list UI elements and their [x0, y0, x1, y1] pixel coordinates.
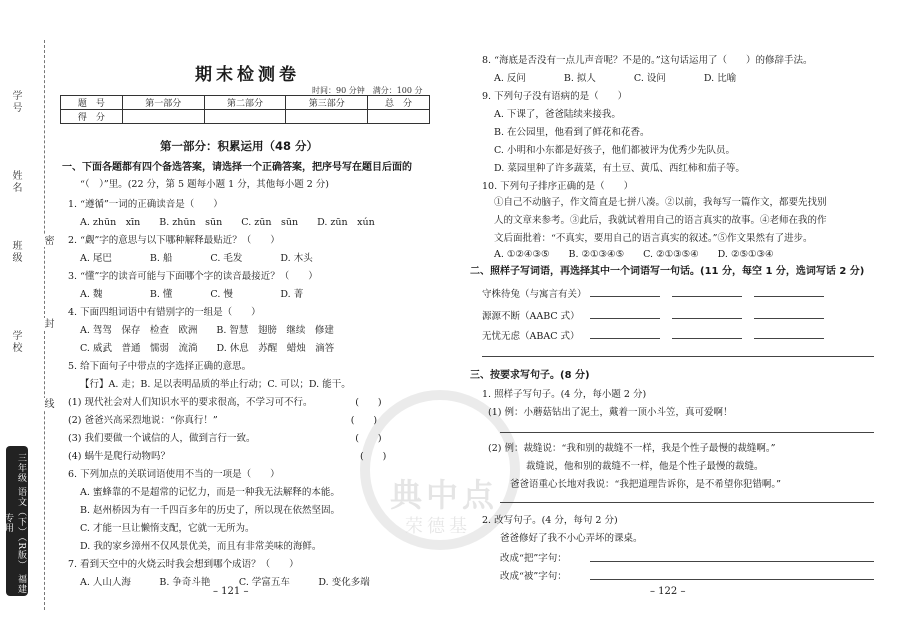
question-line: 7. 看到天空中的火烧云时我会想到哪个成语？（ ）: [68, 559, 299, 570]
answer-blank[interactable]: [754, 318, 824, 319]
answer-blank[interactable]: [590, 338, 660, 339]
question-line: C. 才能一旦让懒惰支配，它就一无所为。: [80, 523, 255, 534]
question-line: A. zhūn xīn B. zhūn sūn C. zūn sūn D. zūn xún: [80, 217, 375, 228]
margin-label-xingming: 姓名: [10, 170, 21, 194]
page-title: 期末检测卷: [195, 65, 300, 85]
question-line: (3) 我们要做一个诚信的人，做到言行一致。 ( ): [68, 433, 382, 444]
question-line: 人的文章来参考。③此后，我就试着用自己的语言真实的故事。④老师在我的作: [494, 215, 827, 226]
answer-line[interactable]: [500, 432, 874, 433]
question-line: D. 我的家乡漳州不仅风景优美，而且有非常美味的海鲜。: [80, 541, 322, 552]
cell: 题 号: [61, 96, 123, 110]
q2-item-2: 源源不断（AABC 式）: [482, 311, 580, 322]
answer-blank[interactable]: [672, 318, 742, 319]
q2-heading: 二、照样子写词语，再选择其中一个词语写一句话。(11 分，每空 1 分，选词写话 2 分): [470, 266, 865, 277]
question-line: A. 下课了，爸爸陆续来接我。: [494, 109, 621, 120]
question-line: A. 蜜蜂靠的不是超常的记忆力，而是一种我无法解释的本能。: [80, 487, 340, 498]
question-line: 1. “遵循”一词的正确读音是（ ）: [68, 199, 223, 210]
question-line: A. 反问 B. 拟人 C. 设问 D. 比喻: [494, 73, 737, 84]
question-line: B. 在公园里，他看到了鲜花和花香。: [494, 127, 650, 138]
question-line: (1) 现代社会对人们知识水平的要求很高，不学习可不行。 ( ): [68, 397, 382, 408]
q2-item-1: 守株待兔（与寓言有关）: [482, 289, 587, 300]
question-line: A. 驾驾 保存 检查 欧洲 B. 智慧 翅膀 继续 修建: [80, 325, 334, 336]
answer-blank[interactable]: [672, 338, 742, 339]
answer-blank[interactable]: [754, 296, 824, 297]
q3-1-2b: 裁缝说，他和别的裁缝不一样，他是个性子最慢的裁缝。: [526, 461, 764, 472]
score-table: [60, 95, 430, 124]
q3-2: 2. 改写句子。(4 分，每句 2 分): [482, 515, 618, 526]
cell: 得 分: [61, 110, 123, 124]
q1-heading-2: “（ ）”里。(22 分，第 5 题每小题 1 分，其他每小题 2 分): [80, 179, 329, 190]
cell: 第一部分: [122, 96, 204, 110]
question-line: A. 魏 B. 懂 C. 慢 D. 菁: [80, 289, 304, 300]
margin-mi: 密: [42, 235, 53, 247]
score-table-row: [61, 110, 430, 124]
watermark-subtext: 荣德基: [405, 516, 471, 537]
cell: 第三部分: [286, 96, 368, 110]
q3-2-b: 改成“被”字句：: [500, 571, 567, 582]
page-number: – 121 –: [213, 586, 249, 597]
cell: 总 分: [368, 96, 430, 110]
margin-feng: 封: [42, 318, 53, 330]
part1-title: 第一部分：积累运用（48 分）: [160, 139, 319, 153]
q3-1: 1. 照样子写句子。(4 分，每小题 2 分): [482, 389, 647, 400]
exam-meta: 时间：90 分钟 满分：100 分: [312, 86, 423, 95]
q3-2-a: 改成“把”字句：: [500, 553, 567, 564]
question-line: 2. “觑”字的意思与以下哪种解释最贴近？（ ）: [68, 235, 280, 246]
question-line: 3. “懂”字的读音可能与下面哪个字的读音最接近？（ ）: [68, 271, 318, 282]
answer-line[interactable]: [500, 502, 874, 503]
sentence-answer-line[interactable]: [482, 356, 874, 357]
question-line: A. 尾巴 B. 船 C. 毛发 D. 木头: [80, 253, 313, 264]
question-line: 6. 下列加点的关联词语使用不当的一项是（ ）: [68, 469, 280, 480]
cell: 第二部分: [204, 96, 286, 110]
q3-2-sentence: 爸爸修好了我不小心弄坏的课桌。: [500, 533, 643, 544]
question-line: (4) 蜗牛是爬行动物吗？ ( ): [68, 451, 387, 462]
margin-label-xuehao: 学号: [10, 90, 21, 114]
brand-label: 三年级 语文（下）（R版） 福建专用: [6, 446, 28, 596]
margin-label-xuexiao: 学校: [10, 330, 21, 354]
watermark-text: 典中点: [390, 476, 499, 514]
question-line: 文后面批着：“不真实，要用自己的语言真实的叙述。”⑤作文果然有了进步。: [494, 233, 813, 244]
q2-item-3: 无忧无虑（ABAC 式）: [482, 331, 580, 342]
q3-1-2a: (2) 例：裁缝说：“我和别的裁缝不一样，我是个性子最慢的裁缝啊。”: [488, 443, 776, 454]
question-line: 8. “海底是否没有一点儿声音呢？不是的。”这句话运用了（ ）的修辞手法。: [482, 55, 813, 66]
score-cell[interactable]: [368, 110, 430, 124]
question-line: 5. 给下面句子中带点的字选择正确的意思。: [68, 361, 252, 372]
answer-blank[interactable]: [590, 296, 660, 297]
question-line: 【行】A. 走；B. 足以表明品质的举止行动；C. 可以；D. 能干。: [80, 379, 351, 390]
answer-blank[interactable]: [754, 338, 824, 339]
answer-line[interactable]: [590, 561, 874, 562]
question-line: 10. 下列句子排序正确的是（ ）: [482, 181, 634, 192]
margin-xian: 线: [42, 398, 53, 410]
score-table-header: [61, 96, 430, 110]
question-line: 4. 下面四组词语中有错别字的一组是（ ）: [68, 307, 261, 318]
q3-heading: 三、按要求写句子。(8 分): [470, 370, 590, 381]
question-line: A. ①②④③⑤ B. ②①③④⑤ C. ②①③⑤④ D. ②⑤①③④: [494, 249, 774, 260]
q3-1-2c: 爸爸语重心长地对我说：“我把道理告诉你，是不希望你犯错啊。”: [510, 479, 781, 490]
question-line: (2) 爸爸兴高采烈地说：“你真行！” ( ): [68, 415, 378, 426]
page-number: – 122 –: [650, 586, 686, 597]
question-line: 9. 下列句子没有语病的是（ ）: [482, 91, 628, 102]
q3-1-1: (1) 例：小蘑菇钻出了泥土，戴着一顶小斗笠，真可爱啊！: [488, 407, 733, 418]
binding-margin: [0, 0, 70, 620]
margin-label-banji: 班级: [10, 240, 21, 264]
question-line: ①自己不动脑子，作文简直是七拼八凑。②以前，我每写一篇作文，都要先找别: [494, 197, 827, 208]
answer-blank[interactable]: [590, 318, 660, 319]
question-line: D. 菜园里种了许多蔬菜，有土豆、黄瓜、西红柿和茄子等。: [494, 163, 745, 174]
score-cell[interactable]: [286, 110, 368, 124]
question-line: A. 人山人海 B. 争奇斗艳 C. 学富五车 D. 变化多端: [80, 577, 370, 588]
question-line: C. 威武 普通 懦弱 流淌 D. 休息 苏醒 蜡烛 滴答: [80, 343, 335, 354]
score-cell[interactable]: [204, 110, 286, 124]
q1-heading: 一、下面各题都有四个备选答案，请选择一个正确答案，把序号写在题目后面的: [62, 162, 412, 173]
score-cell[interactable]: [122, 110, 204, 124]
question-line: C. 小明和小东都是好孩子，他们都被评为优秀少先队员。: [494, 145, 735, 156]
question-line: B. 赵州桥因为有一千四百多年的历史了，所以现在依然坚固。: [80, 505, 341, 516]
answer-blank[interactable]: [672, 296, 742, 297]
answer-line[interactable]: [590, 579, 874, 580]
